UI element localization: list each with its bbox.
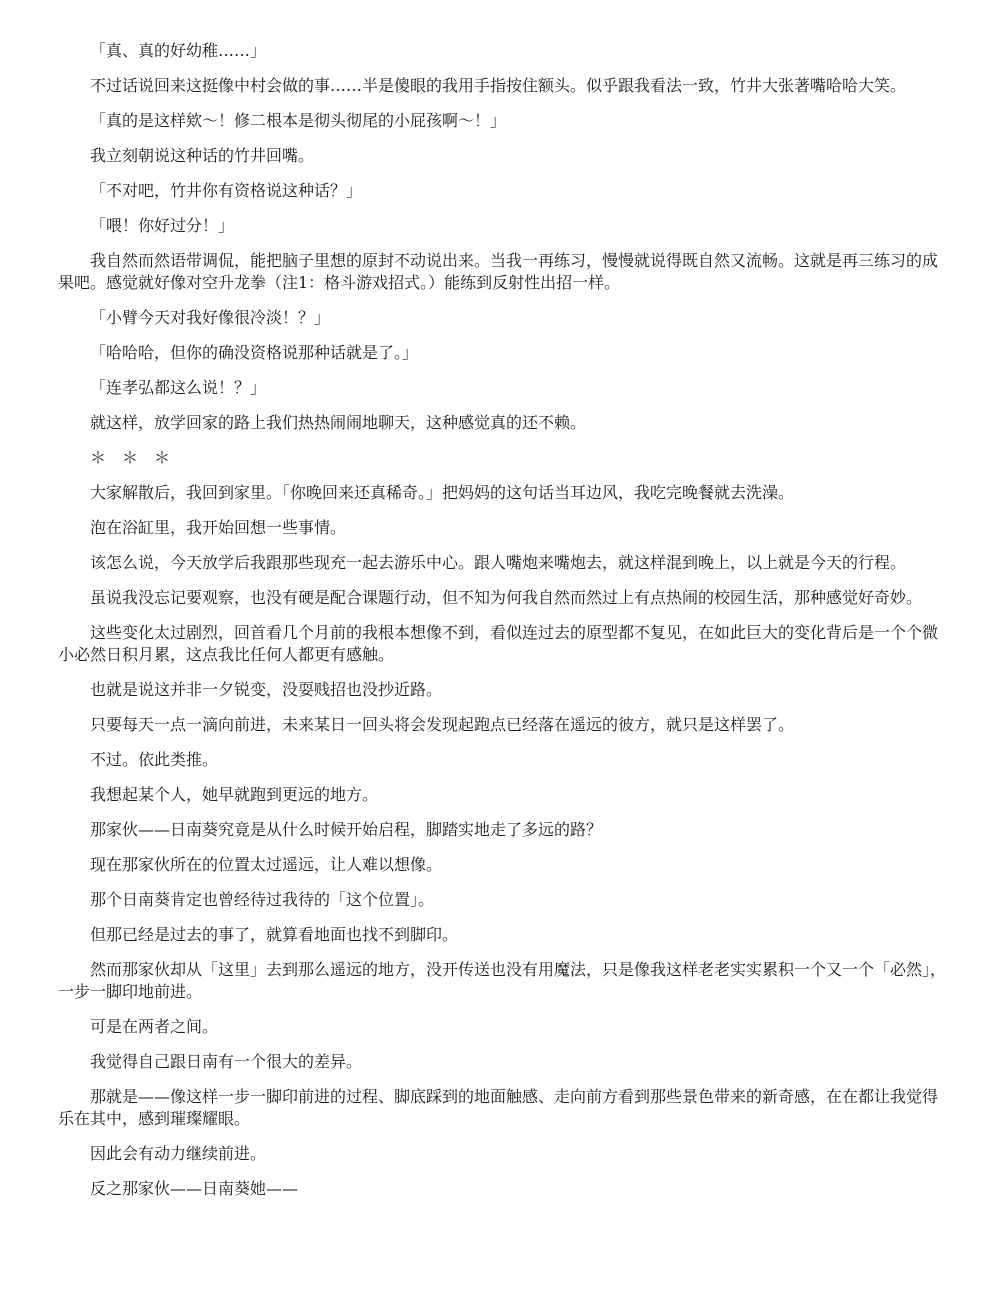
paragraph: 泡在浴缸里，我开始回想一些事情。: [90, 518, 347, 537]
paragraph: 「喂！你好过分！」: [90, 216, 235, 235]
paragraph: 现在那家伙所在的位置太过遥远，让人难以想像。: [90, 855, 443, 874]
paragraph: 可是在两者之间。: [90, 1017, 219, 1036]
paragraph: 我立刻朝说这种话的竹井回嘴。: [90, 146, 315, 165]
paragraph: 该怎么说，今天放学后我跟那些现充一起去游乐中心。跟人嘴炮来嘴炮去，就这样混到晚上，以上就是今天的行程。: [90, 553, 907, 572]
paragraph: 但那已经是过去的事了，就算看地面也找不到脚印。: [90, 925, 459, 944]
paragraph: 我自然而然语带调侃，能把脑子里想的原封不动说出来。当我一再练习，慢慢就说得既自然又流畅。这就是再三练习的成果吧。感觉就好像对空升龙拳（注1：格斗游戏招式。）能练到反射性出招一样。: [58, 251, 939, 292]
paragraph: 「不对吧，竹井你有资格说这种话？」: [90, 181, 363, 200]
paragraph: 「真、真的好幼稚……」: [90, 41, 267, 60]
paragraph: 也就是说这并非一夕锐变，没耍贱招也没抄近路。: [90, 680, 443, 699]
paragraph: 就这样，放学回家的路上我们热热闹闹地聊天，这种感觉真的还不赖。: [90, 413, 587, 432]
paragraph: 我想起某个人，她早就跑到更远的地方。: [90, 785, 379, 804]
paragraph: 「连孝弘都这么说！？」: [90, 378, 267, 397]
paragraph: 那家伙——日南葵究竟是从什么时候开始启程，脚踏实地走了多远的路？: [90, 820, 603, 839]
paragraph: 「哈哈哈，但你的确没资格说那种话就是了。」: [90, 343, 419, 362]
paragraph: 因此会有动力继续前进。: [90, 1144, 267, 1163]
paragraph: 「小臂今天对我好像很冷淡！？」: [90, 308, 331, 327]
document-page: [58, 40, 948, 1213]
paragraph: 这些变化太过剧烈，回首看几个月前的我根本想像不到，看似连过去的原型都不复见，在如此巨大的变化背后是一个个微小必然日积月累，这点我比任何人都更有感触。: [58, 623, 939, 664]
paragraph: 不过。依此类推。: [90, 750, 219, 769]
paragraph: 那个日南葵肯定也曾经待过我待的「这个位置」。: [90, 890, 435, 909]
paragraph: 然而那家伙却从「这里」去到那么遥远的地方，没开传送也没有用魔法，只是像我这样老老实实累积一个又一个「必然」，一步一脚印地前进。: [58, 960, 947, 1001]
paragraph: 「真的是这样欸～！修二根本是彻头彻尾的小屁孩啊～！」: [90, 111, 507, 130]
paragraph: 不过话说回来这挺像中村会做的事……半是傻眼的我用手指按住额头。似乎跟我看法一致，竹井大张著嘴哈哈大笑。: [90, 76, 907, 95]
paragraph: 反之那家伙——日南葵她——: [90, 1179, 299, 1198]
section-separator: ＊ ＊ ＊: [90, 448, 171, 467]
paragraph: 大家解散后，我回到家里。「你晚回来还真稀奇。」把妈妈的这句话当耳边风，我吃完晚餐就去洗澡。: [90, 483, 795, 502]
paragraph: 虽说我没忘记要观察，也没有硬是配合课题行动，但不知为何我自然而然过上有点热闹的校园生活，那种感觉好奇妙。: [90, 588, 923, 607]
paragraph: 那就是——像这样一步一脚印前进的过程、脚底踩到的地面触感、走向前方看到那些景色带来的新奇感，在在都让我觉得乐在其中，感到璀璨耀眼。: [58, 1087, 939, 1128]
paragraph: 我觉得自己跟日南有一个很大的差异。: [90, 1052, 363, 1071]
paragraph: 只要每天一点一滴向前进，未来某日一回头将会发现起跑点已经落在遥远的彼方，就只是这样罢了。: [90, 715, 795, 734]
